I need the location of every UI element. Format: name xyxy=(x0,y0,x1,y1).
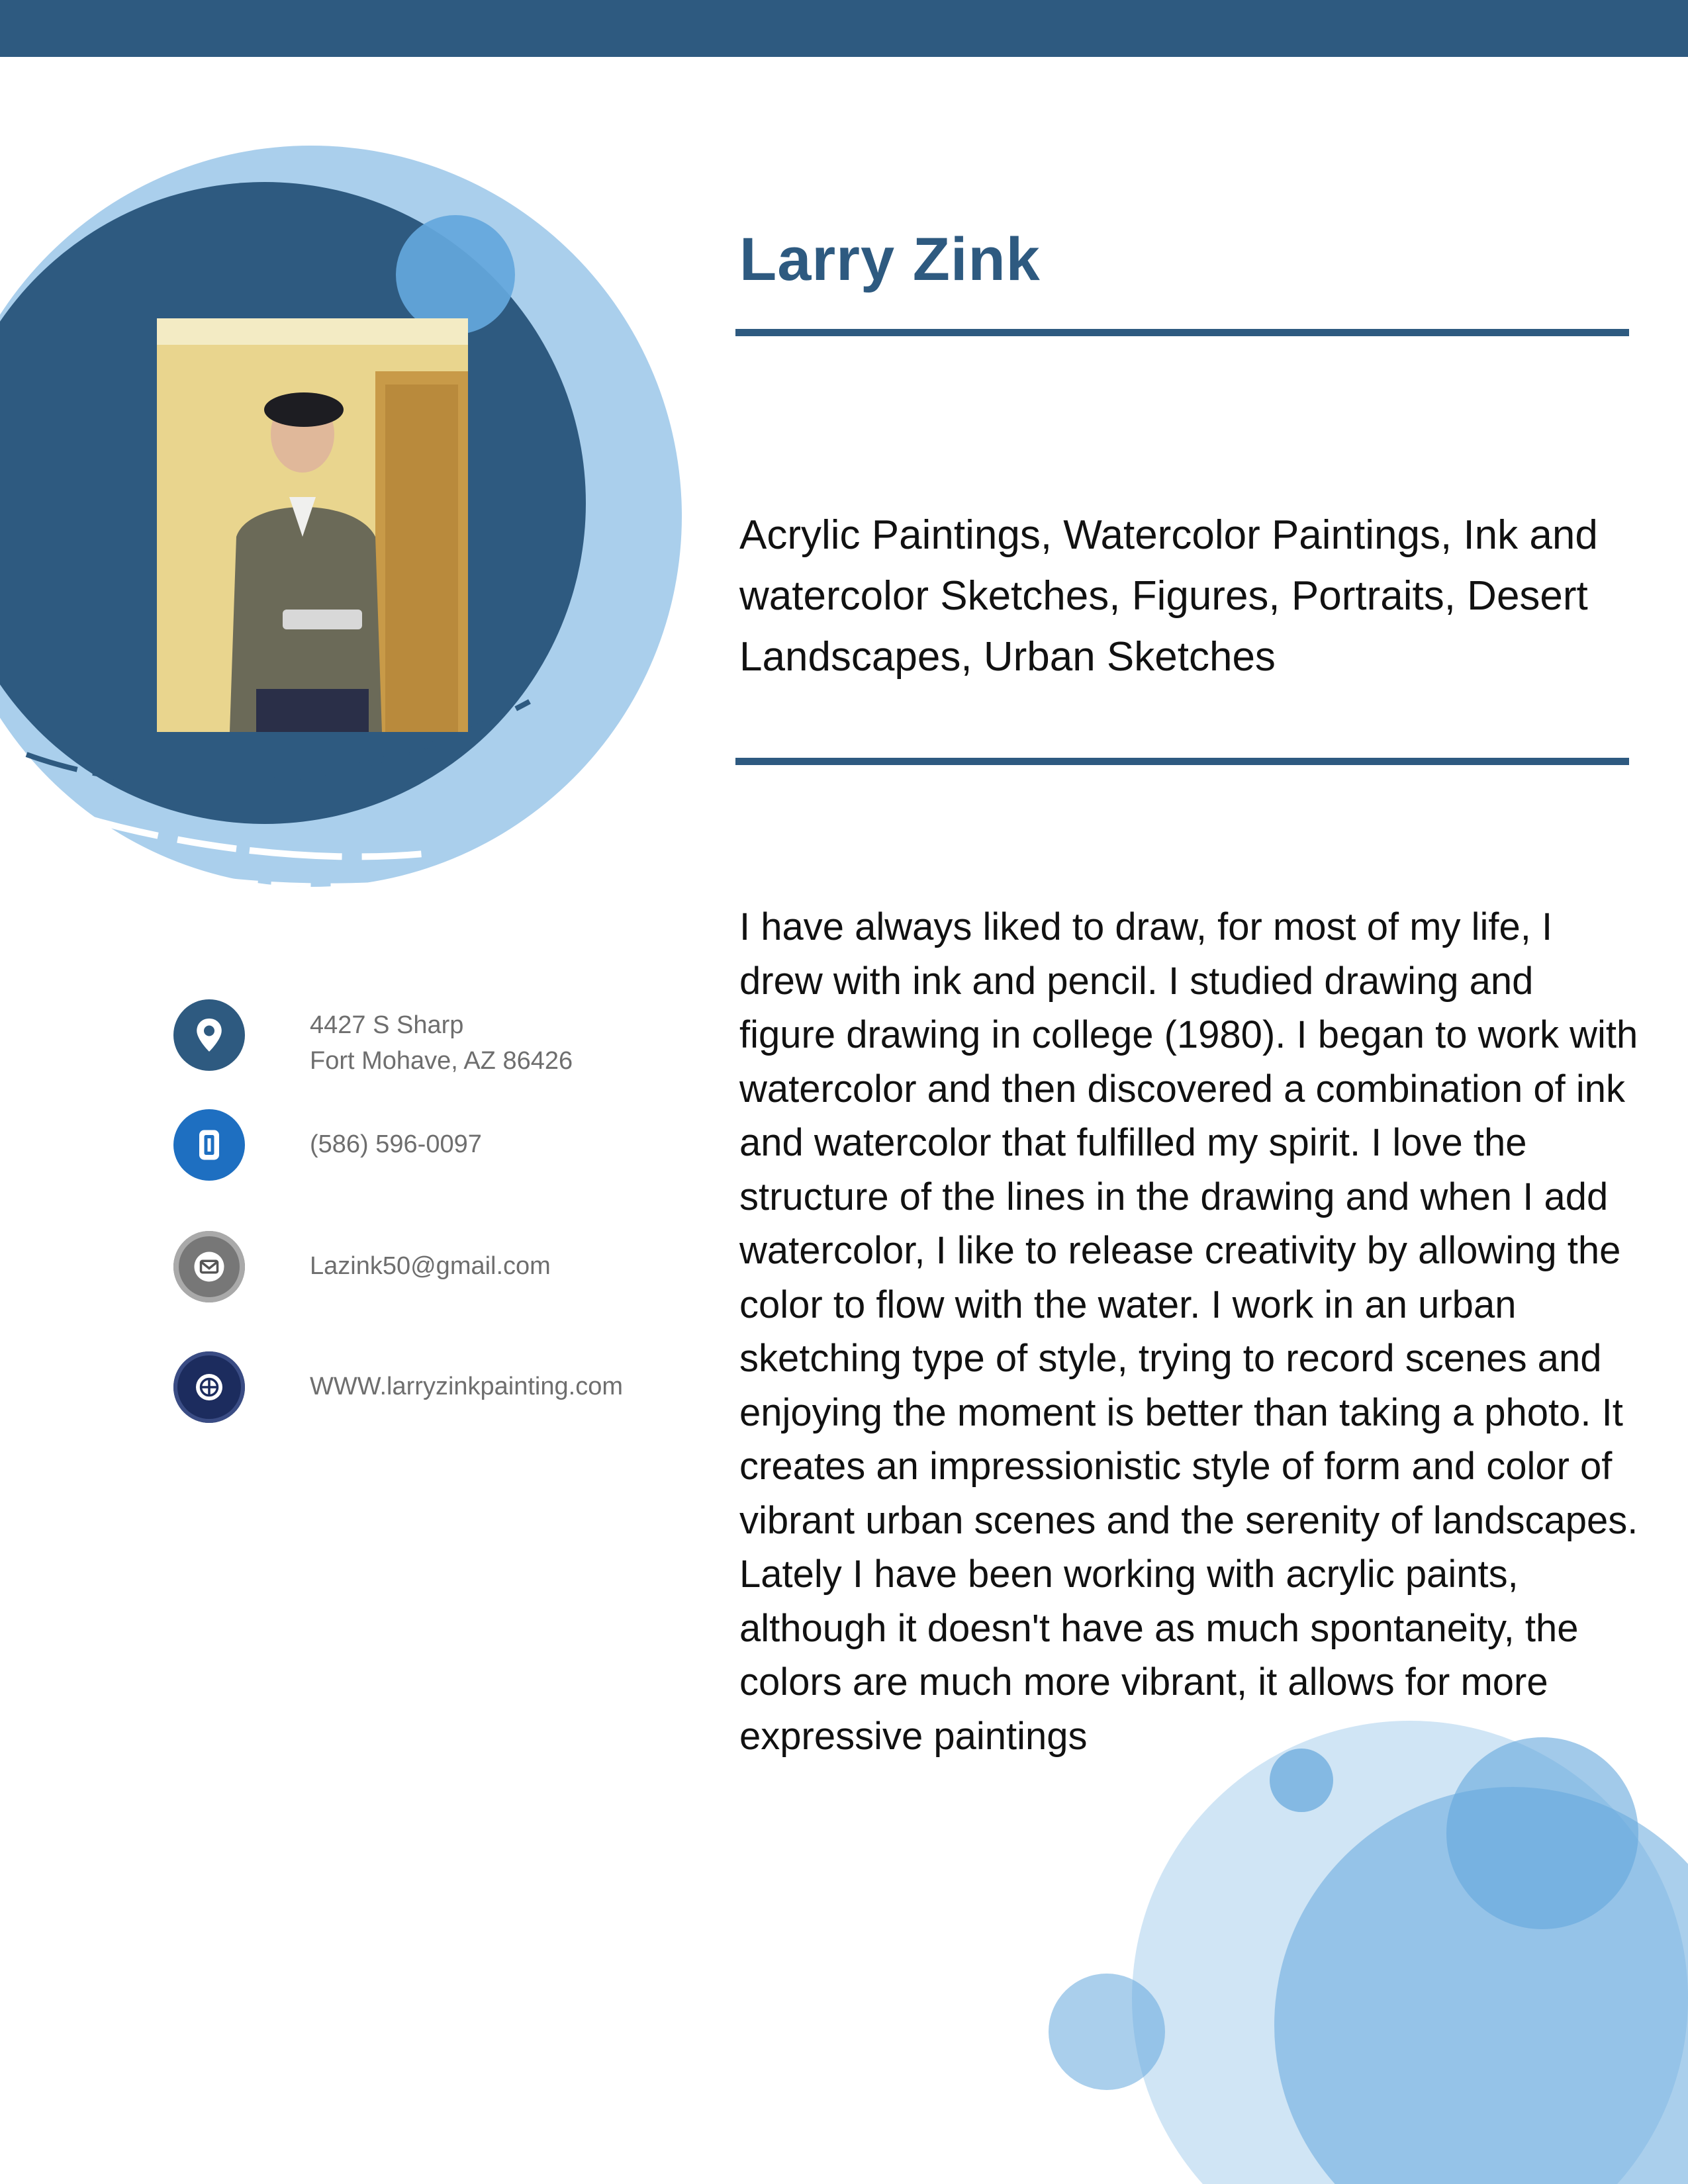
bubble-small-left xyxy=(1049,1974,1165,2090)
phone-icon xyxy=(173,1109,245,1181)
email-icon xyxy=(173,1231,245,1302)
address-line-2: Fort Mohave, AZ 86426 xyxy=(310,1047,573,1075)
website-text[interactable]: WWW.larryzinkpainting.com xyxy=(310,1373,623,1400)
email-text[interactable]: Lazink50@gmail.com xyxy=(310,1252,551,1280)
globe-icon xyxy=(173,1351,245,1423)
divider-bottom xyxy=(735,758,1629,765)
location-pin-icon xyxy=(173,999,245,1071)
address-text xyxy=(310,1007,573,1079)
divider-top xyxy=(735,329,1629,336)
bubble-medium xyxy=(1446,1737,1638,1929)
artist-name: Larry Zink xyxy=(739,226,1041,293)
accent-circle xyxy=(396,215,515,334)
profile-photo xyxy=(157,318,468,732)
specialties-text: Acrylic Paintings, Watercolor Paintings, Ink and watercolor Sketches, Figures, Portraits, Desert Landscapes, Urban Sketches xyxy=(739,512,1598,680)
address-line-1: 4427 S Sharp xyxy=(310,1011,464,1039)
phone-text[interactable]: (586) 596-0097 xyxy=(310,1130,482,1158)
bio-text: I have always liked to draw, for most of my life, I drew with ink and pencil. I studied drawing and figure drawing in college (1980). I began to work with watercolor and then discovered a combination of ink and watercolor that fulfilled my spirit. I love the structure of the lines in the drawing and when I add watercolor, I like to release creativity by allowing the color to flow with the water. I work in an urban sketching type of style, trying to record scenes and enjoying the moment is better than taking a photo. It creates an impressionistic style of form and color of vibrant urban scenes and the serenity of landscapes. Lately I have been working with acrylic paints, although it doesn't have as much spontaneity, the colors are much more vibrant, it allows for more expressive paintings xyxy=(739,905,1638,1758)
